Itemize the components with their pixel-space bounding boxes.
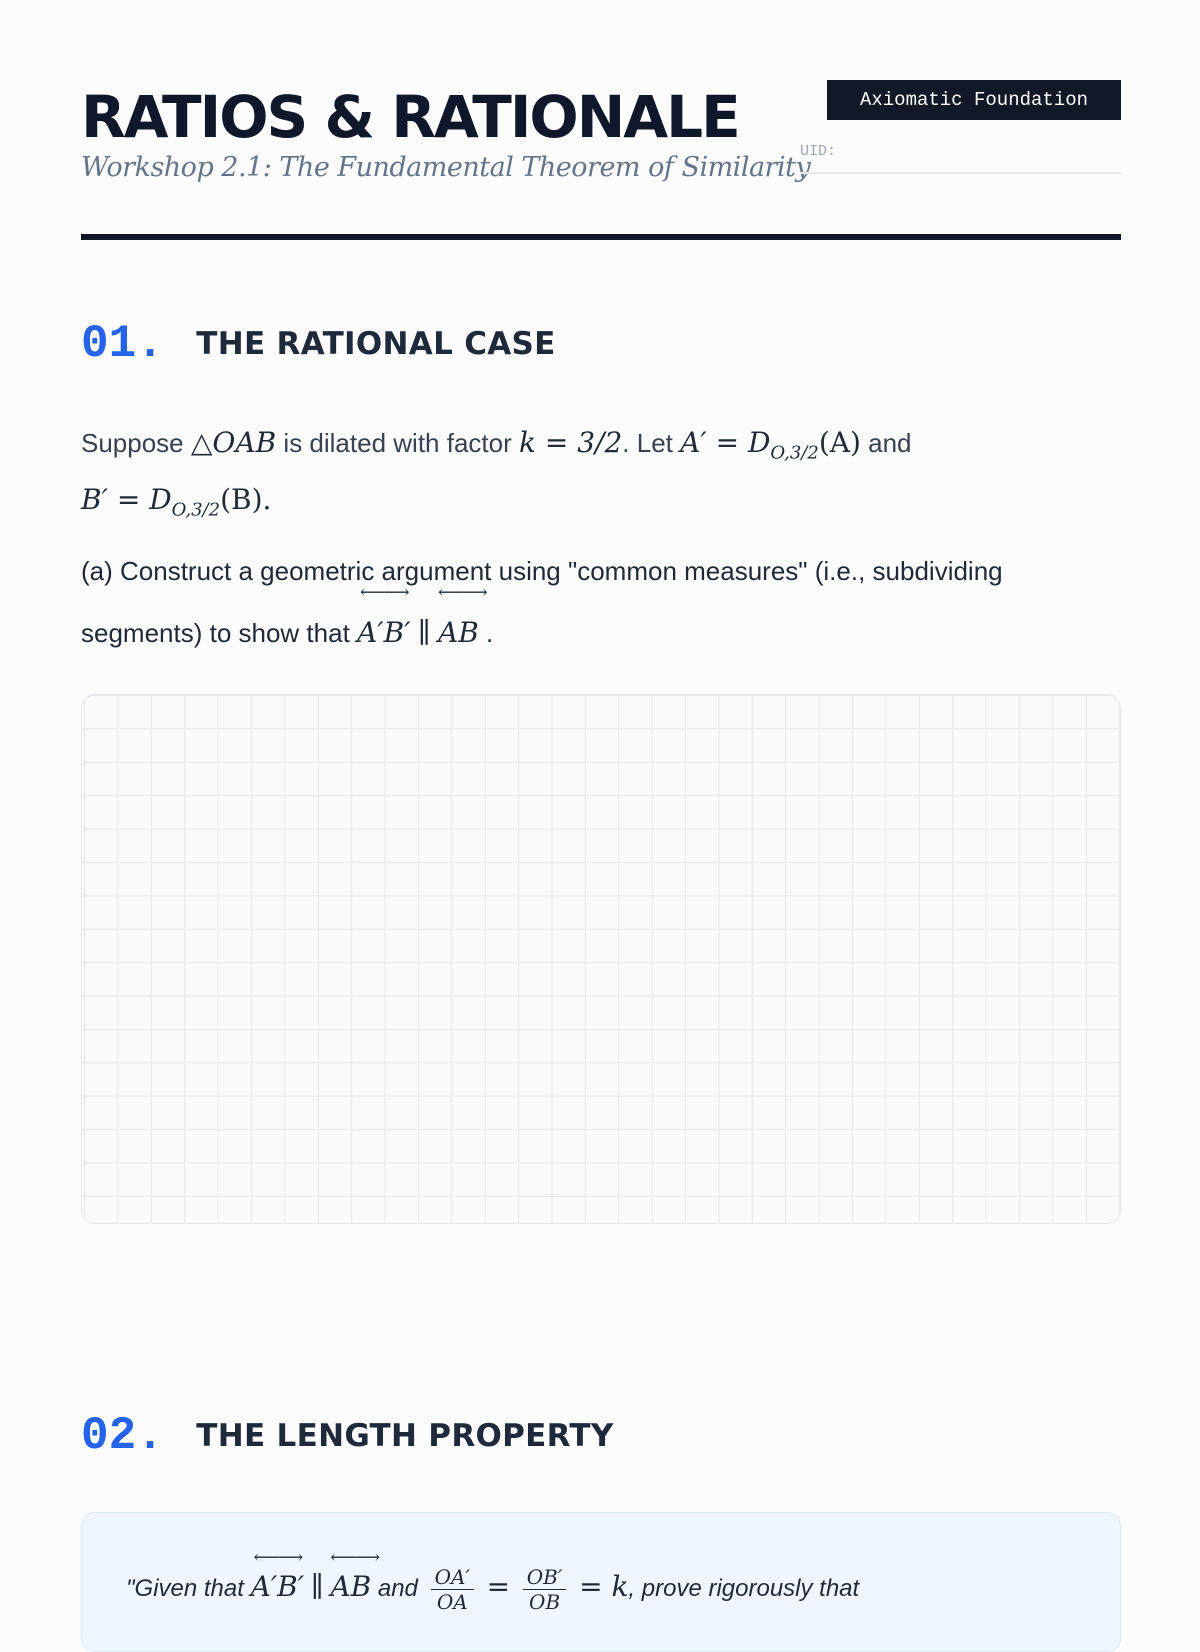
- section-2-number: 02.: [81, 1410, 164, 1462]
- quote-line1: A′B′: [250, 1569, 305, 1603]
- theorem-quote: [126, 1546, 860, 1614]
- frac1-num: OA′: [431, 1565, 474, 1590]
- uid-field[interactable]: [800, 142, 1121, 174]
- intro-a-prime-expr: [680, 426, 861, 464]
- quote-line2: AB: [330, 1569, 372, 1603]
- section-1-number: 01.: [81, 318, 164, 370]
- section-2-header: [81, 1410, 614, 1470]
- page-title: RATIOS & RATIONALE: [81, 83, 739, 151]
- quote-eq1: =: [486, 1569, 511, 1603]
- section-1-title: THE RATIONAL CASE: [196, 326, 556, 362]
- line-a-prime-b-prime: [357, 582, 411, 664]
- header-divider: [81, 234, 1121, 240]
- section-1-header: [81, 318, 556, 378]
- foundation-badge: Axiomatic Foundation: [827, 80, 1121, 120]
- quote-start: "Given that: [126, 1574, 244, 1602]
- intro-b-arg: (B).: [220, 482, 272, 516]
- part-a-question: [81, 540, 1121, 664]
- quote-and: and: [377, 1574, 418, 1602]
- intro-k: k = 3/2: [518, 426, 623, 459]
- line-arrow-icon: ⟵⟶: [437, 582, 486, 603]
- frac2-num: OB′: [523, 1565, 567, 1590]
- line-a-b: [437, 582, 486, 664]
- worksheet-page: [81, 0, 1121, 1614]
- intro-b-prime-expr: [81, 482, 272, 521]
- fraction-ob: [523, 1565, 567, 1614]
- line-arrow-icon: ⟵⟶: [253, 1546, 302, 1568]
- uid-label: UID:: [800, 143, 837, 160]
- part-a-text: (a) Construct a geometric argument using "common measures" (i.e., subdividing segments) to show that: [81, 556, 1003, 648]
- intro-a-prime: A′ = D: [680, 426, 771, 459]
- quote-parallel-symbol: ∥: [310, 1569, 324, 1603]
- line-arrow-icon: ⟵⟶: [330, 1546, 378, 1568]
- part-a-line1: A′B′: [357, 616, 411, 649]
- parallel-symbol: ∥: [417, 616, 431, 649]
- page-subtitle: Workshop 2.1: The Fundamental Theorem of Similarity: [81, 152, 811, 183]
- theorem-quote-box: [81, 1512, 1121, 1652]
- intro-and: and: [868, 428, 912, 458]
- fraction-oa: [431, 1565, 474, 1614]
- part-a-end: .: [486, 618, 494, 648]
- intro-mid: is dilated with factor: [283, 428, 512, 458]
- intro-let: . Let: [622, 428, 673, 458]
- header: [81, 80, 1121, 240]
- part-a-line2: AB: [437, 616, 479, 649]
- section-2-title: THE LENGTH PROPERTY: [196, 1418, 614, 1454]
- intro-b-prime: B′ = D: [81, 482, 172, 516]
- frac2-den: OB: [529, 1590, 561, 1614]
- answer-grid[interactable]: [81, 694, 1121, 1224]
- intro-a-arg: (A): [818, 426, 861, 459]
- line-arrow-icon: ⟵⟶: [360, 582, 408, 603]
- intro-b-sub: O,3/2: [171, 499, 221, 521]
- intro-triangle: △OAB: [190, 426, 277, 459]
- section-1-intro: [81, 420, 1121, 533]
- quote-end: , prove rigorously that: [628, 1574, 860, 1602]
- intro-suppose: Suppose: [81, 428, 184, 458]
- intro-a-sub: O,3/2: [770, 442, 819, 464]
- quote-line-a-b: [330, 1546, 378, 1607]
- quote-eq2: = k: [579, 1569, 629, 1603]
- frac1-den: OA: [436, 1590, 468, 1614]
- quote-line-a-prime-b-prime: [250, 1546, 305, 1607]
